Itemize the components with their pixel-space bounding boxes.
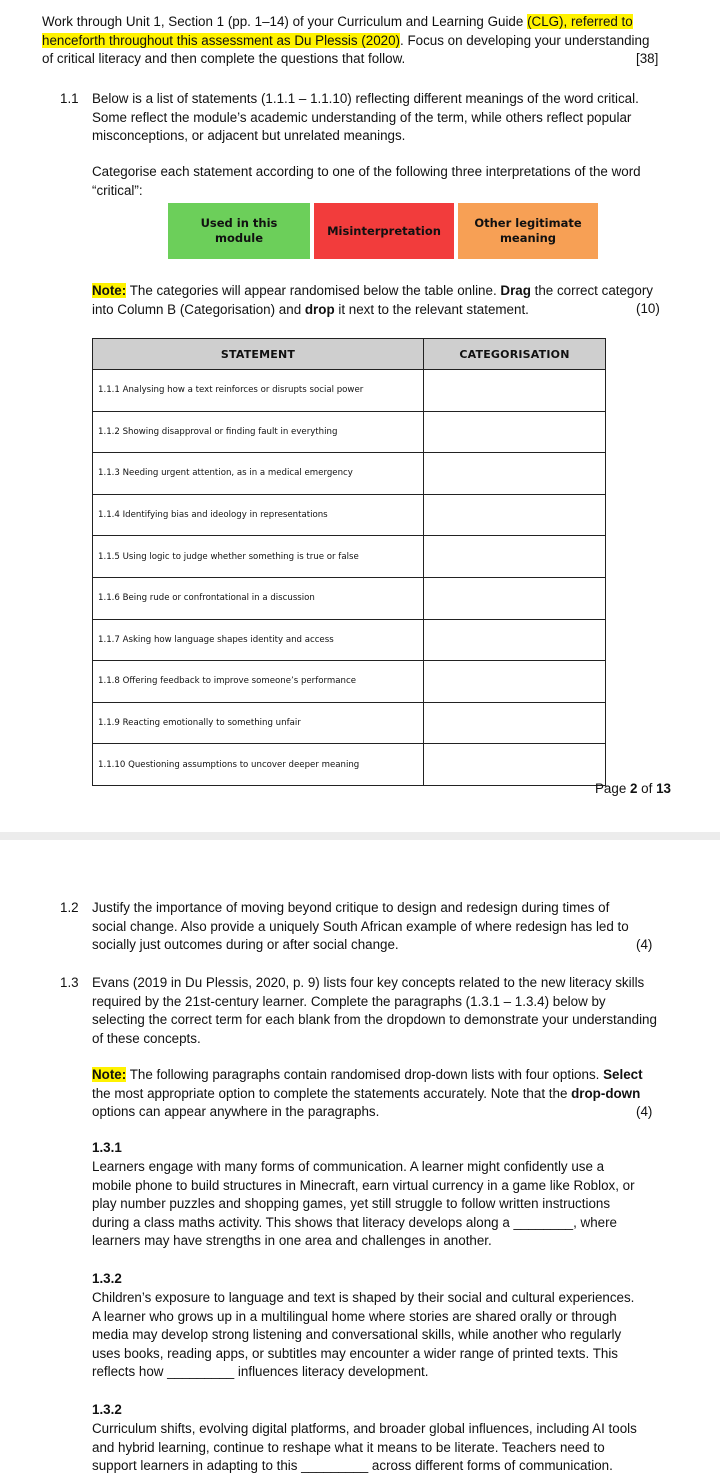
paragraph-line: Children’s exposure to language and text is shaped by their social and cultural experiences. (92, 1290, 635, 1305)
question-marks: (4) (636, 937, 653, 952)
paragraph-line: and hybrid learning, continue to reshape what it means to be literate. Teachers need to (92, 1439, 605, 1455)
total-marks: [38] (636, 51, 659, 66)
paragraph-line: Curriculum shifts, evolving digital platforms, and broader global influences, including AI tools (92, 1421, 637, 1436)
table-row (93, 494, 606, 536)
categorise-instruction (92, 163, 682, 200)
page-number-total: 13 (656, 781, 671, 796)
table-row (93, 661, 606, 703)
question-line: required by the 21st-century learner. Complete the paragraphs (1.3.1 – 1.3.4) below by (92, 993, 606, 1009)
note-emphasis: Select (603, 1067, 643, 1082)
question-number: 1.2 (60, 900, 79, 915)
subquestion-paragraph (92, 1420, 684, 1476)
category-other-legitimate-meaning[interactable]: Other legitimate meaning (458, 203, 598, 259)
question-number: 1.1 (60, 91, 79, 106)
subquestion-heading: 1.3.1 (92, 1140, 122, 1155)
subquestion-paragraph (92, 1289, 684, 1382)
table-row (93, 744, 606, 786)
note-emphasis: drop-down (571, 1085, 641, 1101)
table-row (93, 619, 606, 661)
statement-cell: 1.1.9 Reacting emotionally to something unfair (93, 702, 424, 744)
page-number (595, 781, 671, 796)
statement-cell: 1.1.1 Analysing how a text reinforces or disrupts social power (93, 370, 424, 412)
paragraph-line: mobile phone to build structures in Minecraft, earn virtual currency in a game like Roblox, or (92, 1177, 635, 1193)
question-line: of these concepts. (92, 1030, 201, 1046)
question-text (92, 90, 682, 146)
subquestion-heading: 1.3.2 (92, 1271, 122, 1286)
categorisation-drop-zone[interactable] (424, 453, 606, 495)
question-line: socially just outcomes during or after social change. (92, 937, 399, 952)
paragraph-line: media may develop strong listening and conversational skills, while another who regularly (92, 1327, 622, 1342)
note-text: it next to the relevant statement. (334, 301, 529, 317)
statement-cell: 1.1.4 Identifying bias and ideology in representations (93, 494, 424, 536)
category-used-in-module[interactable]: Used in this module (168, 203, 310, 259)
paragraph-line: learners may have strengths in one area and challenges in another. (92, 1233, 492, 1248)
note-emphasis: drop (304, 301, 335, 317)
intro-text: of critical literacy and then complete the questions that follow. (42, 51, 406, 66)
paragraph-line: reflects how (92, 1364, 168, 1379)
question-line: Evans (2019 in Du Plessis, 2020, p. 9) lists four key concepts related to the new literacy skills (92, 975, 645, 990)
table-row (93, 453, 606, 495)
question-text (92, 899, 682, 955)
question-line: misconceptions, or adjacent but unrelated meanings. (92, 128, 406, 143)
column-header-statement: STATEMENT (93, 339, 424, 370)
paragraph-line: across different forms of communication. (368, 1458, 613, 1473)
statement-cell: 1.1.6 Being rude or confrontational in a discussion (93, 577, 424, 619)
question-line: Below is a list of statements (1.1.1 – 1.1.10) reflecting different meanings of the word critical. (92, 91, 639, 106)
page-number-current: 2 (630, 781, 638, 796)
statement-cell: 1.1.2 Showing disapproval or finding fault in everything (93, 411, 424, 453)
paragraph-line: during a class maths activity. This shows that literacy develops along a (92, 1214, 514, 1230)
dropdown-blank[interactable]: _________ (167, 1364, 235, 1379)
note-text: the most appropriate option to complete the statements accurately. Note that the (92, 1085, 572, 1101)
paragraph-line: Learners engage with many forms of communication. A learner might confidently use a (92, 1159, 605, 1174)
instruction-line: Categorise each statement according to one of the following three interpretations of the word (92, 164, 641, 179)
intro-highlight: henceforth throughout this assessment as Du Plessis (2020) (42, 32, 401, 48)
paragraph-line: , where (573, 1214, 618, 1230)
note-text: into Column B (Categorisation) and (92, 301, 305, 317)
category-misinterpretation[interactable]: Misinterpretation (314, 203, 454, 259)
dropdown-blank[interactable]: ________ (513, 1214, 574, 1230)
categorisation-drop-zone[interactable] (424, 744, 606, 786)
intro-text: . Focus on developing your understanding (400, 32, 650, 48)
page-number-text: of (637, 781, 657, 796)
statement-cell: 1.1.10 Questioning assumptions to uncover deeper meaning (93, 744, 424, 786)
page-separator (0, 832, 720, 840)
categorisation-drop-zone[interactable] (424, 411, 606, 453)
statement-cell: 1.1.7 Asking how language shapes identity and access (93, 619, 424, 661)
dropdown-note (92, 1066, 684, 1122)
table-row (93, 536, 606, 578)
paragraph-line: influences literacy development. (234, 1364, 429, 1379)
note-text: the correct category (530, 283, 653, 298)
table-row (93, 411, 606, 453)
paragraph-line: support learners in adapting to this (92, 1458, 302, 1473)
paragraph-line: play number puzzles and shopping games, yet still struggle to follow written instructions (92, 1196, 611, 1211)
table-row (93, 577, 606, 619)
question-line: selecting the correct term for each blank from the dropdown to demonstrate your understanding (92, 1012, 657, 1027)
note-label: Note: (92, 1067, 127, 1082)
note-text: options can appear anywhere in the paragraphs. (92, 1104, 380, 1119)
intro-paragraph (42, 13, 682, 69)
dropdown-blank[interactable]: _________ (301, 1458, 369, 1473)
table-row (93, 370, 606, 412)
intro-text: Work through Unit 1, Section 1 (pp. 1–14) of your Curriculum and Learning Guide (42, 14, 528, 29)
question-marks: (4) (636, 1104, 653, 1119)
categorisation-table (92, 338, 606, 786)
subquestion-heading: 1.3.2 (92, 1402, 122, 1417)
note-emphasis: Drag (500, 283, 531, 298)
statement-cell: 1.1.8 Offering feedback to improve someone’s performance (93, 661, 424, 703)
document-page-3 (0, 840, 720, 1481)
question-text (92, 974, 684, 1048)
note-text: The categories will appear randomised below the table online. (126, 283, 501, 298)
note-label: Note: (92, 283, 127, 298)
question-line: social change. Also provide a uniquely South African example of where redesign has led to (92, 918, 629, 934)
categorisation-drop-zone[interactable] (424, 661, 606, 703)
note-text: The following paragraphs contain randomised drop-down lists with four options. (126, 1067, 604, 1082)
page-number-text: Page (595, 781, 630, 796)
statement-cell: 1.1.3 Needing urgent attention, as in a medical emergency (93, 453, 424, 495)
categorisation-drop-zone[interactable] (424, 536, 606, 578)
paragraph-line: A learner who grows up in a multilingual home where stories are shared orally or through (92, 1308, 617, 1324)
question-number: 1.3 (60, 975, 79, 990)
categorisation-drop-zone[interactable] (424, 702, 606, 744)
question-line: Justify the importance of moving beyond critique to design and redesign during times of (92, 900, 610, 915)
categorisation-drop-zone[interactable] (424, 619, 606, 661)
statement-cell: 1.1.5 Using logic to judge whether something is true or false (93, 536, 424, 578)
paragraph-line: uses books, reading apps, or subtitles may encounter a wider range of printed texts. This (92, 1345, 618, 1361)
column-header-categorisation: CATEGORISATION (424, 339, 606, 370)
table-row (93, 702, 606, 744)
question-marks: (10) (636, 301, 660, 316)
intro-highlight: (CLG), referred to (527, 14, 633, 29)
categorisation-drop-zone[interactable] (424, 577, 606, 619)
subquestion-paragraph (92, 1158, 684, 1251)
categorisation-drop-zone[interactable] (424, 494, 606, 536)
instruction-line: “critical”: (92, 182, 143, 198)
drag-note (92, 282, 684, 319)
question-line: Some reflect the module’s academic understanding of the term, while others reflect popular (92, 109, 632, 125)
categorisation-drop-zone[interactable] (424, 370, 606, 412)
